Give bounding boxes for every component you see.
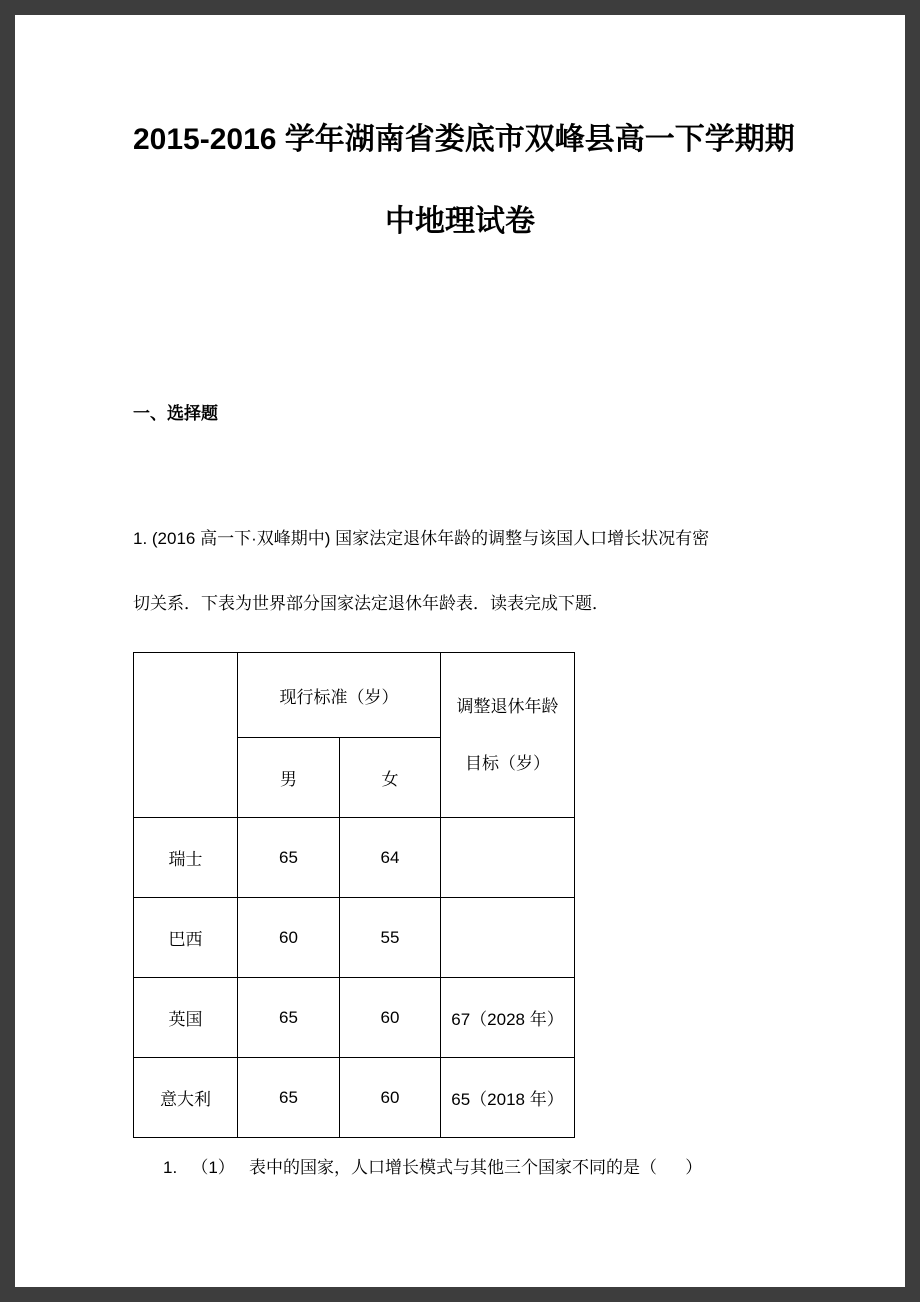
country-cell: 英国 [134, 978, 238, 1058]
table-corner-cell [134, 653, 238, 818]
target-age-cell: 67（2028 年） [441, 978, 575, 1058]
current-standard-header-cell: 现行标准（岁） [238, 653, 441, 738]
sub-question-1-1: 1. （1） 表中的国家，人口增长模式与其他三个国家不同的是（ ） [163, 1158, 703, 1177]
table-row-brazil [134, 898, 575, 978]
table-row-switzerland [134, 818, 575, 898]
country-cell: 意大利 [134, 1058, 238, 1138]
target-age-header-cell [441, 653, 575, 818]
female-age-cell: 55 [340, 898, 441, 978]
table-header-row-1 [134, 653, 575, 738]
male-age-cell: 65 [238, 818, 340, 898]
country-cell: 瑞士 [134, 818, 238, 898]
question-1-intro-line-1: 1. (2016 高一下·双峰期中) 国家法定退休年龄的调整与该国人口增长状况有密 [133, 529, 710, 548]
page-title [133, 15, 795, 238]
page-title-line-1: 2015-2016 学年湖南省娄底市双峰县高一下学期期 [133, 123, 795, 156]
target-age-cell: 65（2018 年） [441, 1058, 575, 1138]
question-1-intro [133, 530, 787, 612]
table-row-uk [134, 978, 575, 1058]
male-age-cell: 60 [238, 898, 340, 978]
female-header-cell: 女 [340, 738, 441, 818]
male-header-cell: 男 [238, 738, 340, 818]
retirement-age-table [133, 652, 575, 1138]
female-age-cell: 60 [340, 978, 441, 1058]
male-age-cell: 65 [238, 1058, 340, 1138]
male-age-cell: 65 [238, 978, 340, 1058]
page-title-line-2: 中地理试卷 [385, 205, 535, 238]
target-age-cell [441, 818, 575, 898]
target-age-cell [441, 898, 575, 978]
target-header-line-2: 目标（岁） [465, 754, 550, 773]
question-1-intro-line-2: 切关系．下表为世界部分国家法定退休年龄表．读表完成下题． [133, 594, 609, 613]
target-header-line-1: 调整退休年龄 [456, 697, 559, 716]
section-heading-multiple-choice: 一、选择题 [133, 404, 218, 423]
female-age-cell: 60 [340, 1058, 441, 1138]
table-row-italy [134, 1058, 575, 1138]
country-cell: 巴西 [134, 898, 238, 978]
female-age-cell: 64 [340, 818, 441, 898]
document-page [15, 15, 905, 1287]
